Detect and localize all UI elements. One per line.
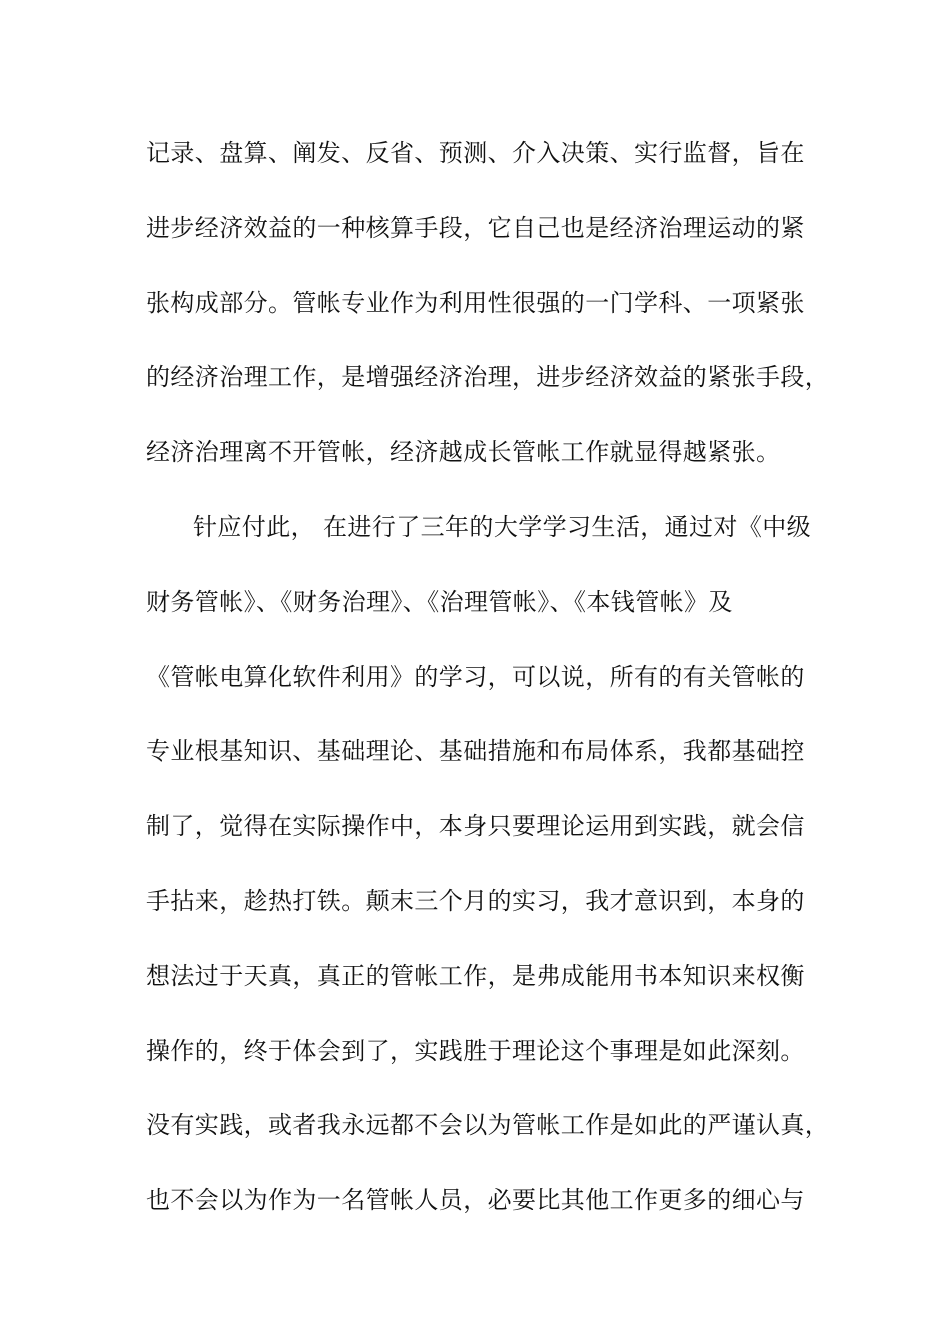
text-line: 手拈来，趁热打铁。颠末三个月的实习，我才意识到，本身的 bbox=[146, 886, 805, 915]
paragraph-start-line: 针应付此， 在进行了三年的大学学习生活，通过对《中级 bbox=[193, 512, 812, 541]
text-line: 经济治理离不开管帐，经济越成长管帐工作就显得越紧张。 bbox=[146, 438, 781, 467]
text-line: 操作的，终于体会到了，实践胜于理论这个事理是如此深刻。 bbox=[146, 1036, 805, 1065]
text-line: 没有实践，或者我永远都不会以为管帐工作是如此的严谨认真， bbox=[146, 1111, 830, 1140]
text-line: 张构成部分。管帐专业作为利用性很强的一门学科、一项紧张 bbox=[146, 288, 805, 317]
text-line: 财务管帐》、《财务治理》、《治理管帐》、《本钱管帐》及 bbox=[146, 587, 733, 616]
text-line: 想法过于天真，真正的管帐工作，是弗成能用书本知识来权衡 bbox=[146, 961, 805, 990]
text-line: 进步经济效益的一种核算手段，它自己也是经济治理运动的紧 bbox=[146, 213, 805, 242]
text-line: 专业根基知识、基础理论、基础措施和布局体系，我都基础控 bbox=[146, 737, 805, 766]
document-body bbox=[146, 131, 830, 1253]
text-line: 也不会以为作为一名管帐人员，必要比其他工作更多的细心与 bbox=[146, 1186, 805, 1215]
text-line: 《管帐电算化软件利用》的学习，可以说，所有的有关管帐的 bbox=[146, 662, 805, 691]
text-line: 制了，觉得在实际操作中，本身只要理论运用到实践，就会信 bbox=[146, 812, 805, 841]
text-line: 的经济治理工作，是增强经济治理，进步经济效益的紧张手段， bbox=[146, 363, 830, 392]
text-line: 记录、盘算、阐发、反省、预测、介入决策、实行监督，旨在 bbox=[146, 139, 805, 167]
